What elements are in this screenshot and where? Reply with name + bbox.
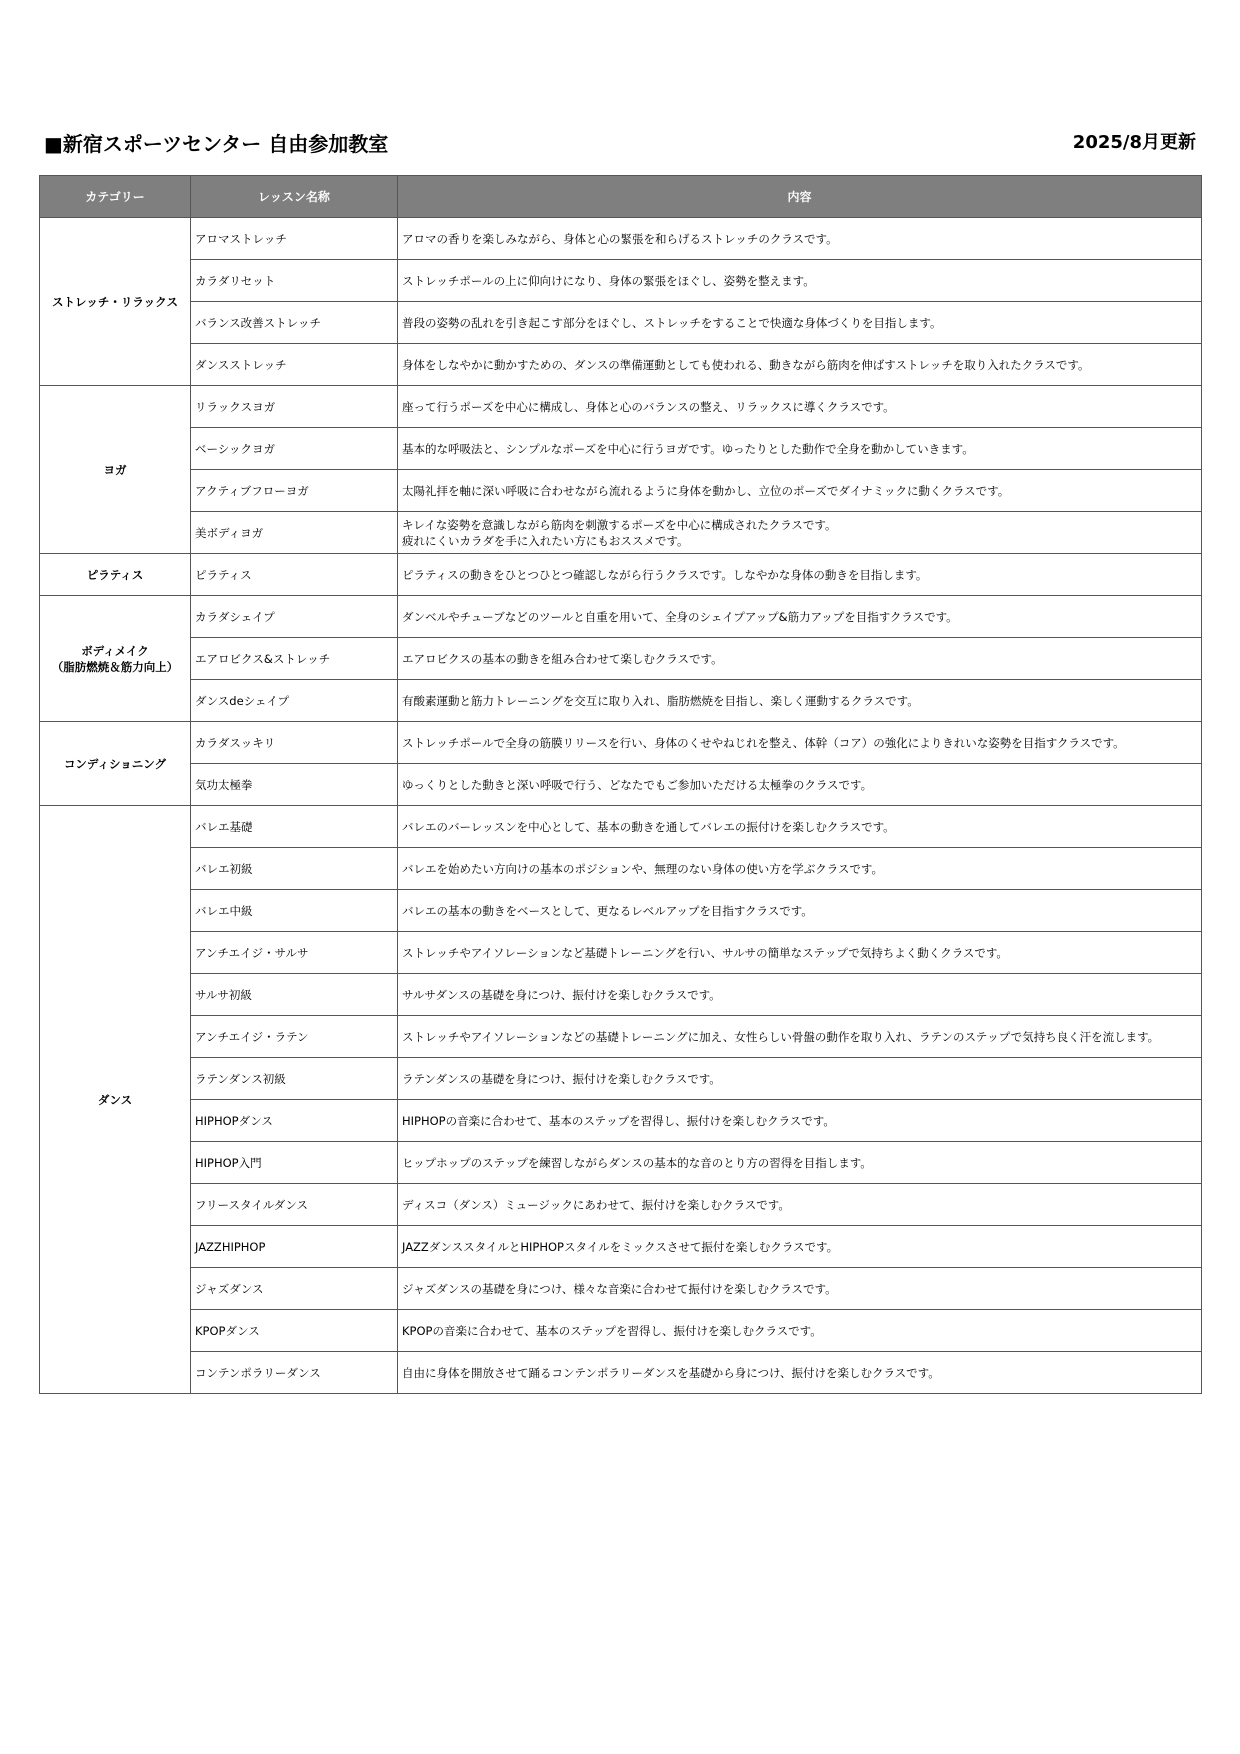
table-row (40, 1268, 1202, 1310)
page-title: ■新宿スポーツセンター 自由参加教室 (44, 132, 389, 156)
table-row (40, 1184, 1202, 1226)
table-row (40, 806, 1202, 848)
lesson-description-cell: ラテンダンスの基礎を身につけ、振付けを楽しむクラスです。 (398, 1058, 1202, 1100)
table-row (40, 554, 1202, 596)
lesson-name-cell: バレエ基礎 (191, 806, 398, 848)
lesson-name-cell: ピラティス (191, 554, 398, 596)
lesson-description-cell: 基本的な呼吸法と、シンプルなポーズを中心に行うヨガです。ゆったりとした動作で全身を動かしていきます。 (398, 428, 1202, 470)
column-header-category: カテゴリー (40, 176, 191, 218)
lesson-description-cell: ストレッチやアイソレーションなどの基礎トレーニングに加え、女性らしい骨盤の動作を取り入れ、ラテンのステップで気持ち良く汗を流します。 (398, 1016, 1202, 1058)
lesson-description-cell: ゆっくりとした動きと深い呼吸で行う、どなたでもご参加いただける太極拳のクラスです。 (398, 764, 1202, 806)
lesson-description-cell: バレエのバーレッスンを中心として、基本の動きを通してバレエの振付けを楽しむクラスです。 (398, 806, 1202, 848)
lesson-description-cell: ストレッチポールで全身の筋膜リリースを行い、身体のくせやねじれを整え、体幹（コア）の強化によりきれいな姿勢を目指すクラスです。 (398, 722, 1202, 764)
page-header (44, 128, 1196, 160)
table-row (40, 1226, 1202, 1268)
table-header-row (40, 176, 1202, 218)
update-date: 2025/8月更新 (1072, 132, 1196, 153)
lesson-description-cell: ストレッチポールの上に仰向けになり、身体の緊張をほぐし、姿勢を整えます。 (398, 260, 1202, 302)
table-row (40, 302, 1202, 344)
category-label: ダンス (97, 1092, 133, 1107)
table-row (40, 890, 1202, 932)
table-row (40, 932, 1202, 974)
lesson-name-cell: アンチエイジ・サルサ (191, 932, 398, 974)
category-label: ヨガ (103, 462, 127, 477)
table-row (40, 218, 1202, 260)
lesson-name-cell: コンテンポラリーダンス (191, 1352, 398, 1394)
lesson-description-cell: ジャズダンスの基礎を身につけ、様々な音楽に合わせて振付けを楽しむクラスです。 (398, 1268, 1202, 1310)
lesson-description-cell: サルサダンスの基礎を身につけ、振付けを楽しむクラスです。 (398, 974, 1202, 1016)
table-row (40, 260, 1202, 302)
lesson-name-cell: ダンスdeシェイプ (191, 680, 398, 722)
category-label: ストレッチ・リラックス (51, 294, 179, 309)
table-row (40, 512, 1202, 554)
table-row (40, 344, 1202, 386)
lesson-name-cell: カラダリセット (191, 260, 398, 302)
table-row (40, 638, 1202, 680)
lesson-description-cell: 座って行うポーズを中心に構成し、身体と心のバランスの整え、リラックスに導くクラスです。 (398, 386, 1202, 428)
lesson-name-cell: ジャズダンス (191, 1268, 398, 1310)
lesson-description-cell: 有酸素運動と筋力トレーニングを交互に取り入れ、脂肪燃焼を目指し、楽しく運動するクラスです。 (398, 680, 1202, 722)
lesson-name-cell: ダンスストレッチ (191, 344, 398, 386)
lesson-name-cell: バランス改善ストレッチ (191, 302, 398, 344)
lesson-description-cell: アロマの香りを楽しみながら、身体と心の緊張を和らげるストレッチのクラスです。 (398, 218, 1202, 260)
lesson-description-cell: 身体をしなやかに動かすための、ダンスの準備運動としても使われる、動きながら筋肉を伸ばすストレッチを取り入れたクラスです。 (398, 344, 1202, 386)
category-label: ボディメイク （脂肪燃焼＆筋力向上） (51, 643, 179, 674)
lesson-description-cell: KPOPの音楽に合わせて、基本のステップを習得し、振付けを楽しむクラスです。 (398, 1310, 1202, 1352)
lesson-description-cell: エアロビクスの基本の動きを組み合わせて楽しむクラスです。 (398, 638, 1202, 680)
lesson-name-cell: ラテンダンス初級 (191, 1058, 398, 1100)
lesson-name-cell: KPOPダンス (191, 1310, 398, 1352)
category-label: ピラティス (86, 567, 144, 582)
lesson-description-cell: バレエを始めたい方向けの基本のポジションや、無理のない身体の使い方を学ぶクラスです。 (398, 848, 1202, 890)
table-row (40, 974, 1202, 1016)
lesson-description-cell: ディスコ（ダンス）ミュージックにあわせて、振付けを楽しむクラスです。 (398, 1184, 1202, 1226)
lesson-name-cell: 美ボディヨガ (191, 512, 398, 554)
table-row (40, 428, 1202, 470)
category-cell (40, 806, 191, 1394)
lesson-description-cell: ピラティスの動きをひとつひとつ確認しながら行うクラスです。しなやかな身体の動きを目指します。 (398, 554, 1202, 596)
lesson-name-cell: カラダスッキリ (191, 722, 398, 764)
table-row (40, 1016, 1202, 1058)
lesson-name-cell: アンチエイジ・ラテン (191, 1016, 398, 1058)
lesson-name-cell: ベーシックヨガ (191, 428, 398, 470)
lesson-description-cell: JAZZダンススタイルとHIPHOPスタイルをミックスさせて振付を楽しむクラスです。 (398, 1226, 1202, 1268)
table-row (40, 1310, 1202, 1352)
table-row (40, 1100, 1202, 1142)
column-header-lesson-name: レッスン名称 (191, 176, 398, 218)
lesson-name-cell: エアロビクス&ストレッチ (191, 638, 398, 680)
table-row (40, 596, 1202, 638)
table-row (40, 1352, 1202, 1394)
lesson-description-cell: ヒップホップのステップを練習しながらダンスの基本的な音のとり方の習得を目指します。 (398, 1142, 1202, 1184)
table-row (40, 722, 1202, 764)
table-row (40, 764, 1202, 806)
category-label: コンディショニング (63, 756, 167, 771)
column-header-description: 内容 (398, 176, 1202, 218)
lesson-name-cell: サルサ初級 (191, 974, 398, 1016)
table-row (40, 470, 1202, 512)
lesson-name-cell: フリースタイルダンス (191, 1184, 398, 1226)
lesson-name-cell: アクティブフローヨガ (191, 470, 398, 512)
class-schedule-table (39, 175, 1202, 1394)
lesson-name-cell: バレエ中級 (191, 890, 398, 932)
lesson-name-cell: リラックスヨガ (191, 386, 398, 428)
category-cell (40, 596, 191, 722)
lesson-description-cell: キレイな姿勢を意識しながら筋肉を刺激するポーズを中心に構成されたクラスです。 疲れにくいカラダを手に入れたい方にもおススメです。 (398, 512, 1202, 554)
table-row (40, 386, 1202, 428)
lesson-name-cell: HIPHOPダンス (191, 1100, 398, 1142)
lesson-name-cell: HIPHOP入門 (191, 1142, 398, 1184)
category-cell (40, 554, 191, 596)
lesson-name-cell: バレエ初級 (191, 848, 398, 890)
lesson-description-cell: ダンベルやチューブなどのツールと自重を用いて、全身のシェイプアップ&筋力アップを目指すクラスです。 (398, 596, 1202, 638)
table-body (40, 218, 1202, 1394)
lesson-name-cell: カラダシェイプ (191, 596, 398, 638)
lesson-name-cell: JAZZHIPHOP (191, 1226, 398, 1268)
table-row (40, 1058, 1202, 1100)
table-row (40, 680, 1202, 722)
lesson-description-cell: ストレッチやアイソレーションなど基礎トレーニングを行い、サルサの簡単なステップで気持ちよく動くクラスです。 (398, 932, 1202, 974)
table-row (40, 1142, 1202, 1184)
category-cell (40, 386, 191, 554)
category-cell (40, 218, 191, 386)
lesson-description-cell: HIPHOPの音楽に合わせて、基本のステップを習得し、振付けを楽しむクラスです。 (398, 1100, 1202, 1142)
lesson-description-cell: 太陽礼拝を軸に深い呼吸に合わせながら流れるように身体を動かし、立位のポーズでダイナミックに動くクラスです。 (398, 470, 1202, 512)
category-cell (40, 722, 191, 806)
lesson-description-cell: 自由に身体を開放させて踊るコンテンポラリーダンスを基礎から身につけ、振付けを楽しむクラスです。 (398, 1352, 1202, 1394)
table-row (40, 848, 1202, 890)
lesson-name-cell: アロマストレッチ (191, 218, 398, 260)
lesson-description-cell: 普段の姿勢の乱れを引き起こす部分をほぐし、ストレッチをすることで快適な身体づくりを目指します。 (398, 302, 1202, 344)
lesson-name-cell: 気功太極拳 (191, 764, 398, 806)
lesson-description-cell: バレエの基本の動きをベースとして、更なるレベルアップを目指すクラスです。 (398, 890, 1202, 932)
